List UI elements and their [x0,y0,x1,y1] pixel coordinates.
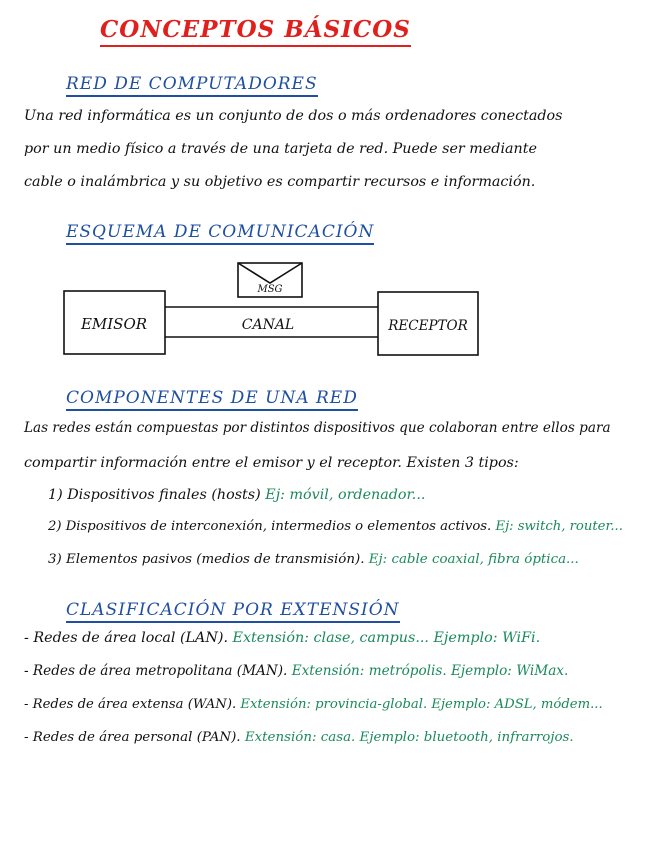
clasificacion-item-pan [24,730,574,745]
canal-label: CANAL [241,317,295,333]
red-line-3: cable o inalámbrica y su objetivo es compartir recursos e información. [24,174,536,190]
clasificacion-item-lan-text: - Redes de área local (LAN). [24,630,228,646]
componente-item-1-text: 1) Dispositivos finales (hosts) [48,487,261,503]
section-heading-clasificacion: CLASIFICACIÓN POR EXTENSIÓN [66,600,400,623]
componente-item-3 [48,552,579,567]
receptor-label: RECEPTOR [388,318,468,334]
componente-item-1 [48,487,425,503]
clasificacion-item-pan-detail: Extensión: casa. Ejemplo: bluetooth, infrarrojos. [244,730,574,745]
clasificacion-item-man [24,663,568,679]
componentes-line-1: Las redes están compuestas por distintos dispositivos que colaboran entre ellos para [24,420,611,436]
page-title: CONCEPTOS BÁSICOS [100,16,411,47]
clasificacion-item-wan [24,697,603,712]
componentes-line-2: compartir información entre el emisor y el receptor. Existen 3 tipos: [24,455,519,471]
red-line-2: por un medio físico a través de una tarjeta de red. Puede ser mediante [24,141,537,157]
red-line-1: Una red informática es un conjunto de dos o más ordenadores conectados [24,108,563,124]
emisor-label: EMISOR [80,315,148,333]
section-heading-red: RED DE COMPUTADORES [66,74,318,97]
componente-item-2-text: 2) Dispositivos de interconexión, intermedios o elementos activos. [48,519,492,534]
section-heading-esquema: ESQUEMA DE COMUNICACIÓN [66,222,374,245]
clasificacion-item-pan-text: - Redes de área personal (PAN). [24,730,241,745]
clasificacion-item-wan-text: - Redes de área extensa (WAN). [24,697,237,712]
msg-label: MSG [257,284,283,295]
clasificacion-item-lan [24,630,540,646]
componente-item-3-example: Ej: cable coaxial, fibra óptica... [368,552,579,567]
componente-item-2 [48,519,623,534]
clasificacion-item-man-text: - Redes de área metropolitana (MAN). [24,663,288,679]
componente-item-2-example: Ej: switch, router... [495,519,623,534]
componente-item-3-text: 3) Elementos pasivos (medios de transmisión). [48,552,365,567]
section-heading-componentes: COMPONENTES DE UNA RED [66,388,358,411]
clasificacion-item-lan-detail: Extensión: clase, campus... Ejemplo: WiFi. [232,630,541,646]
componente-item-1-example: Ej: móvil, ordenador... [265,487,426,503]
clasificacion-item-wan-detail: Extensión: provincia-global. Ejemplo: ADSL, módem... [240,697,603,712]
clasificacion-item-man-detail: Extensión: metrópolis. Ejemplo: WiMax. [291,663,569,679]
